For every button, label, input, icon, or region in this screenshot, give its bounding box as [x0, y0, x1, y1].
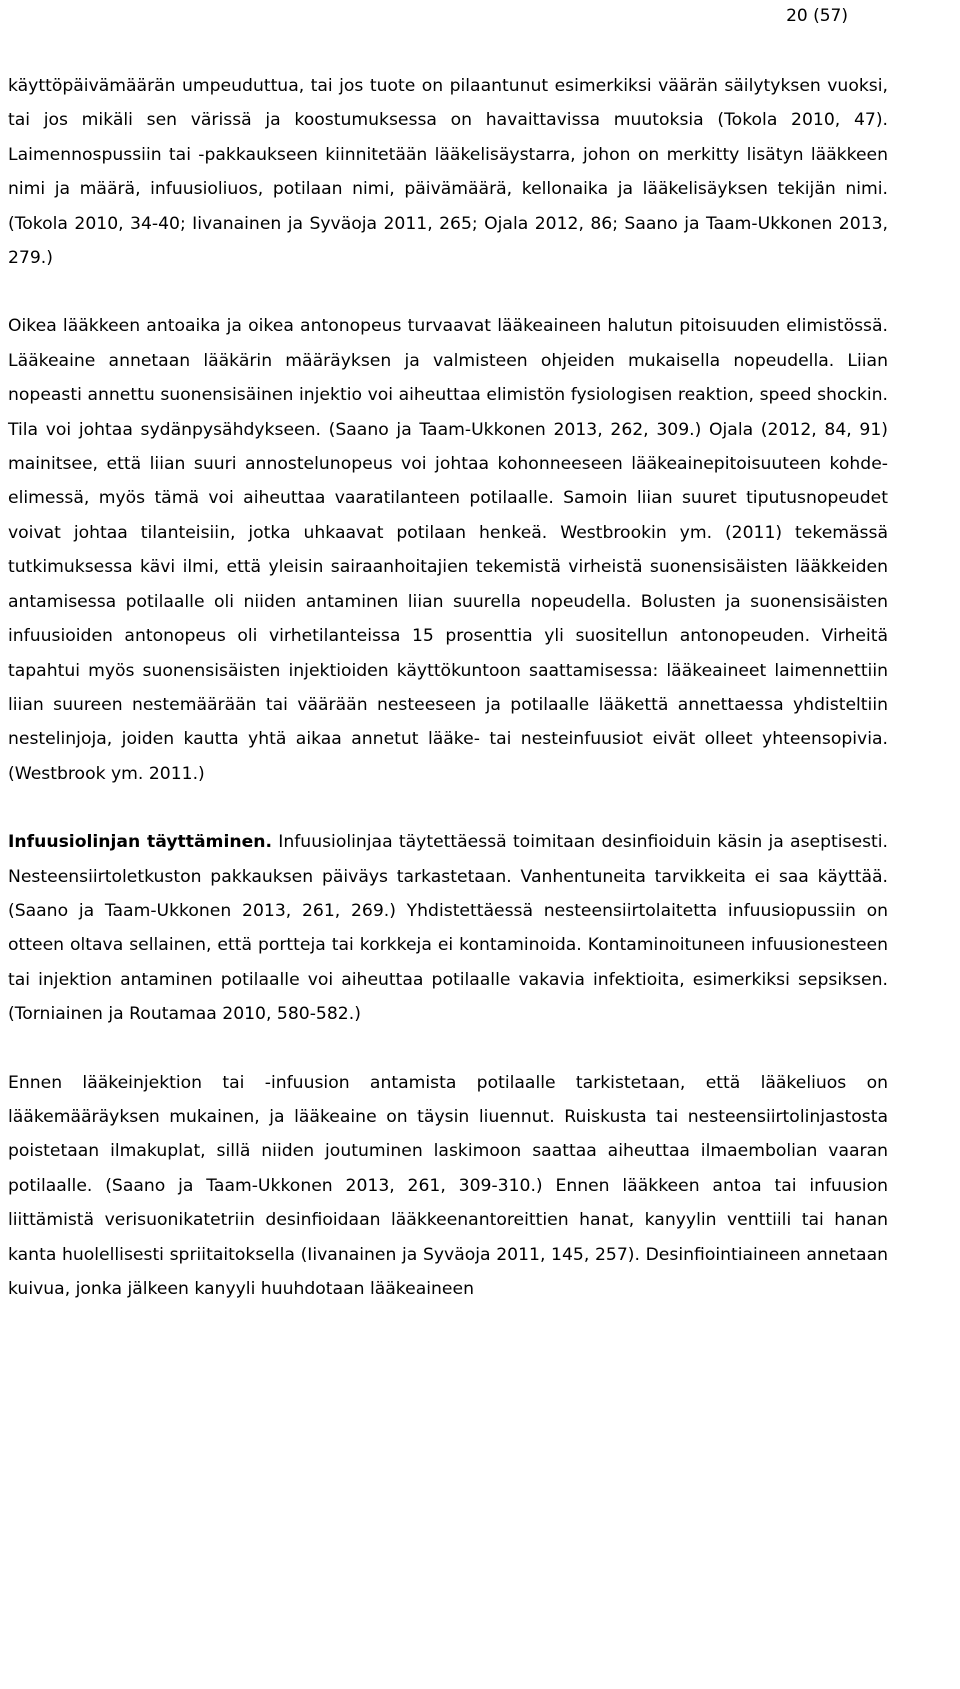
document-body: [8, 69, 888, 1306]
paragraph-1: käyttöpäivämäärän umpeuduttua, tai jos tuote on pilaantunut esimerkiksi väärän säilytyksen vuoksi, tai jos mikäli sen värissä ja koostumuksessa on havaittavissa muutoksia (Tokola 2010, 47). Laimennospussiin tai -pakkaukseen kiinnitetään lääkelisäystarra, johon on merkitty lisätyn lääkkeen nimi ja määrä, infuusioliuos, potilaan nimi, päivämäärä, kellonaika ja lääkelisäyksen tekijän nimi. (Tokola 2010, 34-40; Iivanainen ja Syväoja 2011, 265; Ojala 2012, 86; Saano ja Taam-Ukkonen 2013, 279.): [8, 76, 888, 269]
paragraph-gap: [8, 791, 888, 825]
paragraph-gap: [8, 275, 888, 309]
paragraph-gap: [8, 1032, 888, 1066]
section-heading: Infuusiolinjan täyttäminen.: [8, 832, 273, 853]
paragraph-3-text: Infuusiolinjaa täytettäessä toimitaan desinfioiduin käsin ja aseptisesti. Nesteensiirtoletkuston pakkauksen päiväys tarkastetaan. Vanhentuneita tarvikkeita ei saa käyttää. (Saano ja Taam-Ukkonen 2013, 261, 269.) Yhdistettäessä nesteensiirtolaitetta infuusiopussiin on otteen oltava sellainen, että portteja tai korkkeja ei kontaminoida. Kontaminoituneen infuusionesteen tai injektion antaminen potilaalle voi aiheuttaa potilaalle vakavia infektioita, esimerkiksi sepsiksen. (Torniainen ja Routamaa 2010, 580-582.): [8, 832, 889, 1025]
page-number: 20 (57): [786, 6, 848, 26]
paragraph-4: Ennen lääkeinjektion tai -infuusion antamista potilaalle tarkistetaan, että lääkeliuos on lääkemääräyksen mukainen, ja lääkeaine on täysin liuennut. Ruiskusta tai nesteensiirtolinjastosta poistetaan ilmakuplat, sillä niiden joutuminen laskimoon saattaa aiheuttaa ilmaembolian vaaran potilaalle. (Saano ja Taam-Ukkonen 2013, 261, 309-310.) Ennen lääkkeen antoa tai infuusion liittämistä verisuonikatetriin desinfioidaan lääkkeenantoreittien hanat, kanyylin venttiili tai hanan kanta huolellisesti spriitaitoksella (Iivanainen ja Syväoja 2011, 145, 257). Desinfiointiaineen annetaan kuivua, jonka jälkeen kanyyli huuhdotaan lääkeaineen: [8, 1072, 888, 1299]
paragraph-3: [8, 825, 888, 1031]
paragraph-2: Oikea lääkkeen antoaika ja oikea antonopeus turvaavat lääkeaineen halutun pitoisuuden elimistössä. Lääkeaine annetaan lääkärin määräyksen ja valmisteen ohjeiden mukaisella nopeudella. Liian nopeasti annettu suonensisäinen injektio voi aiheuttaa elimistön fysiologisen reaktion, speed shockin. Tila voi johtaa sydänpysähdykseen. (Saano ja Taam-Ukkonen 2013, 262, 309.) Ojala (2012, 84, 91) mainitsee, että liian suuri annostelunopeus voi johtaa kohonneeseen lääkeainepitoisuuteen kohde-elimessä, myös tämä voi aiheuttaa vaaratilanteen potilaalle. Samoin liian suuret tiputusnopeudet voivat johtaa tilanteisiin, jotka uhkaavat potilaan henkeä. Westbrookin ym. (2011) tekemässä tutkimuksessa kävi ilmi, että yleisin sairaanhoitajien tekemistä virheistä suonensisäisten lääkkeiden antamisessa potilaalle oli niiden antaminen liian suurella nopeudella. Bolusten ja suonensisäisten infuusioiden antonopeus oli virhetilanteissa 15 prosenttia yli suositellun antonopeuden. Virheitä tapahtui myös suonensisäisten injektioiden käyttökuntoon saattamisessa: lääkeaineet laimennettiin liian suureen nestemäärään tai väärään nesteeseen ja potilaalle lääkettä annettaessa yhdisteltiin nestelinjoja, joiden kautta yhtä aikaa annetut lääke- tai nesteinfuusiot eivät olleet yhteensopivia. (Westbrook ym. 2011.): [8, 316, 888, 784]
